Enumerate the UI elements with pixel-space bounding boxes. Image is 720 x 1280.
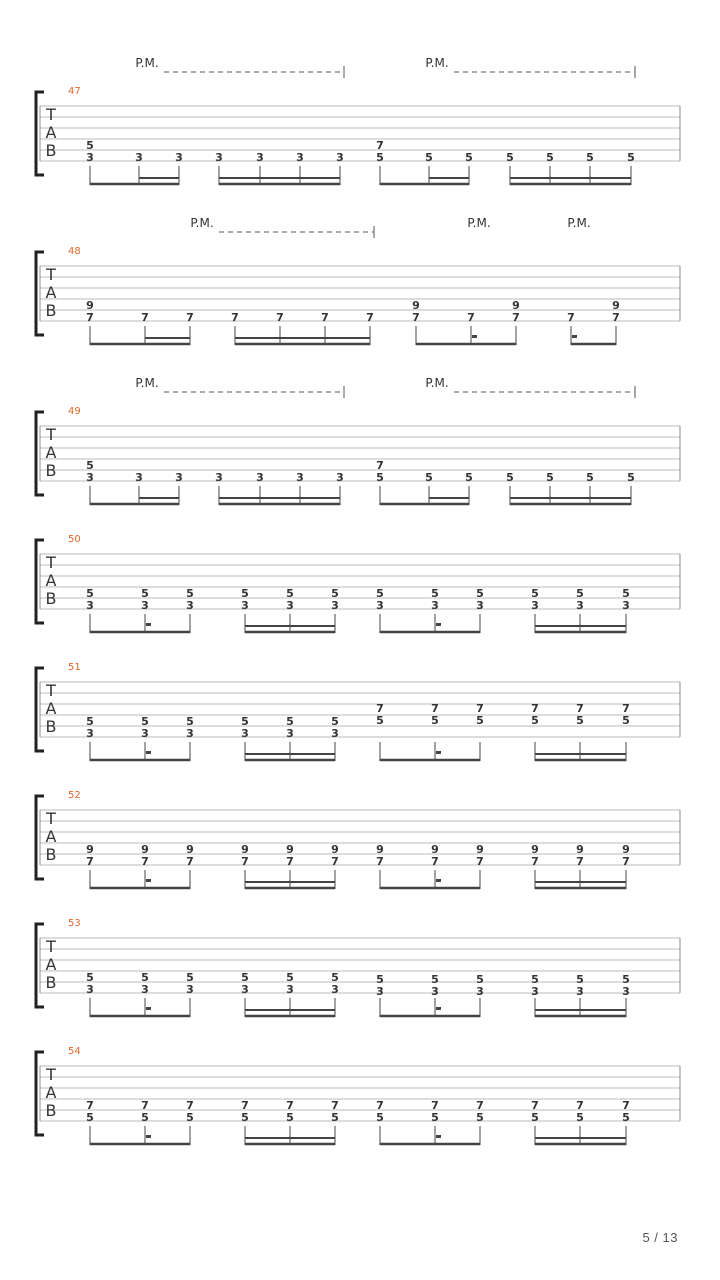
fret-number: 9 xyxy=(86,299,94,312)
fret-number: 5 xyxy=(431,587,439,600)
fret-number: 5 xyxy=(186,715,194,728)
fret-number: 7 xyxy=(622,855,630,868)
fret-number: 3 xyxy=(286,599,294,612)
fret-number: 5 xyxy=(286,971,294,984)
fret-number: 5 xyxy=(531,1111,539,1124)
fret-number: 5 xyxy=(627,471,635,484)
fret-number: 3 xyxy=(476,599,484,612)
rest-mark xyxy=(436,1135,441,1138)
fret-number: 3 xyxy=(241,599,249,612)
measure-53 xyxy=(36,924,680,1017)
fret-number: 7 xyxy=(276,311,284,324)
fret-number: 9 xyxy=(412,299,420,312)
fret-number: 5 xyxy=(506,151,514,164)
fret-number: 3 xyxy=(331,983,339,996)
fret-number: 5 xyxy=(627,151,635,164)
fret-number: 9 xyxy=(241,843,249,856)
fret-number: 7 xyxy=(576,855,584,868)
fret-number: 7 xyxy=(321,311,329,324)
fret-number: 5 xyxy=(286,1111,294,1124)
fret-number: 3 xyxy=(286,983,294,996)
fret-number: 9 xyxy=(512,299,520,312)
fret-number: 5 xyxy=(622,587,630,600)
fret-number: 3 xyxy=(141,727,149,740)
rest-mark xyxy=(146,879,151,882)
tab-clef-b: B xyxy=(45,973,57,992)
fret-number: 3 xyxy=(431,985,439,998)
fret-number: 7 xyxy=(376,702,384,715)
measure-number: 53 xyxy=(68,918,81,929)
fret-number: 5 xyxy=(331,715,339,728)
fret-number: 5 xyxy=(576,714,584,727)
fret-number: 5 xyxy=(186,587,194,600)
fret-number: 5 xyxy=(531,714,539,727)
palm-mute-label: P.M. xyxy=(135,376,159,390)
fret-number: 3 xyxy=(296,471,304,484)
measure-number: 51 xyxy=(68,662,81,673)
measure-number: 52 xyxy=(68,790,81,801)
fret-number: 3 xyxy=(86,151,94,164)
fret-number: 5 xyxy=(506,471,514,484)
fret-number: 3 xyxy=(431,599,439,612)
rest-mark xyxy=(572,335,577,338)
fret-number: 7 xyxy=(476,855,484,868)
fret-number: 7 xyxy=(141,1099,149,1112)
fret-number: 3 xyxy=(622,985,630,998)
tab-clef-b: B xyxy=(45,461,57,480)
fret-number: 5 xyxy=(141,971,149,984)
fret-number: 5 xyxy=(531,587,539,600)
fret-number: 5 xyxy=(141,715,149,728)
palm-mute-label: P.M. xyxy=(190,216,214,230)
fret-number: 3 xyxy=(175,151,183,164)
tab-clef-a: A xyxy=(45,955,57,974)
fret-number: 7 xyxy=(431,702,439,715)
rest-mark xyxy=(436,623,441,626)
fret-number: 7 xyxy=(567,311,575,324)
fret-number: 7 xyxy=(376,1099,384,1112)
fret-number: 5 xyxy=(531,973,539,986)
fret-number: 5 xyxy=(331,587,339,600)
fret-number: 7 xyxy=(186,1099,194,1112)
palm-mute-label: P.M. xyxy=(425,56,449,70)
fret-number: 5 xyxy=(286,715,294,728)
fret-number: 3 xyxy=(186,727,194,740)
fret-number: 3 xyxy=(256,471,264,484)
fret-number: 7 xyxy=(376,855,384,868)
measure-47 xyxy=(36,66,680,185)
fret-number: 7 xyxy=(376,459,384,472)
fret-number: 3 xyxy=(296,151,304,164)
fret-number: 5 xyxy=(425,151,433,164)
fret-number: 3 xyxy=(241,983,249,996)
rest-mark xyxy=(146,1135,151,1138)
fret-number: 3 xyxy=(622,599,630,612)
fret-number: 3 xyxy=(476,985,484,998)
rest-mark xyxy=(146,751,151,754)
fret-number: 7 xyxy=(241,855,249,868)
fret-number: 5 xyxy=(331,971,339,984)
fret-number: 7 xyxy=(431,1099,439,1112)
fret-number: 7 xyxy=(286,855,294,868)
fret-number: 5 xyxy=(86,971,94,984)
fret-number: 7 xyxy=(476,1099,484,1112)
fret-number: 7 xyxy=(141,311,149,324)
fret-number: 3 xyxy=(141,983,149,996)
measure-number: 48 xyxy=(68,246,81,257)
fret-number: 3 xyxy=(531,985,539,998)
fret-number: 5 xyxy=(331,1111,339,1124)
fret-number: 9 xyxy=(431,843,439,856)
fret-number: 9 xyxy=(622,843,630,856)
measure-number: 47 xyxy=(68,86,81,97)
fret-number: 3 xyxy=(336,151,344,164)
fret-number: 3 xyxy=(86,983,94,996)
tab-clef-t: T xyxy=(46,553,56,572)
measure-48 xyxy=(36,226,680,345)
fret-number: 9 xyxy=(86,843,94,856)
fret-number: 3 xyxy=(576,599,584,612)
fret-number: 7 xyxy=(576,702,584,715)
fret-number: 7 xyxy=(512,311,520,324)
measure-number: 49 xyxy=(68,406,81,417)
tab-clef-t: T xyxy=(46,1065,56,1084)
measure-49 xyxy=(36,386,680,505)
fret-number: 5 xyxy=(376,587,384,600)
fret-number: 7 xyxy=(86,855,94,868)
measure-number: 54 xyxy=(68,1046,81,1057)
fret-number: 3 xyxy=(376,599,384,612)
fret-number: 5 xyxy=(86,459,94,472)
rest-mark xyxy=(146,623,151,626)
fret-number: 7 xyxy=(576,1099,584,1112)
fret-number: 7 xyxy=(612,311,620,324)
tab-clef-b: B xyxy=(45,1101,57,1120)
fret-number: 5 xyxy=(576,973,584,986)
fret-number: 5 xyxy=(425,471,433,484)
fret-number: 7 xyxy=(286,1099,294,1112)
tab-clef-a: A xyxy=(45,283,57,302)
fret-number: 9 xyxy=(576,843,584,856)
fret-number: 9 xyxy=(476,843,484,856)
fret-number: 3 xyxy=(186,599,194,612)
fret-number: 5 xyxy=(241,715,249,728)
rest-mark xyxy=(146,1007,151,1010)
fret-number: 5 xyxy=(546,471,554,484)
fret-number: 7 xyxy=(467,311,475,324)
fret-number: 5 xyxy=(586,151,594,164)
fret-number: 7 xyxy=(476,702,484,715)
palm-mute-label: P.M. xyxy=(467,216,491,230)
fret-number: 5 xyxy=(431,973,439,986)
fret-number: 5 xyxy=(431,1111,439,1124)
fret-number: 5 xyxy=(376,1111,384,1124)
fret-number: 5 xyxy=(86,715,94,728)
fret-number: 5 xyxy=(476,1111,484,1124)
fret-number: 3 xyxy=(286,727,294,740)
tab-clef-t: T xyxy=(46,265,56,284)
fret-number: 7 xyxy=(431,855,439,868)
fret-number: 7 xyxy=(622,1099,630,1112)
fret-number: 7 xyxy=(622,702,630,715)
fret-number: 5 xyxy=(476,973,484,986)
fret-number: 9 xyxy=(376,843,384,856)
fret-number: 3 xyxy=(86,599,94,612)
fret-number: 3 xyxy=(135,471,143,484)
rest-mark xyxy=(436,1007,441,1010)
fret-number: 3 xyxy=(141,599,149,612)
fret-number: 3 xyxy=(215,151,223,164)
fret-number: 7 xyxy=(186,855,194,868)
tab-clef-b: B xyxy=(45,301,57,320)
fret-number: 9 xyxy=(286,843,294,856)
tab-clef-a: A xyxy=(45,699,57,718)
tab-clef-b: B xyxy=(45,589,57,608)
fret-number: 9 xyxy=(531,843,539,856)
tab-clef-t: T xyxy=(46,809,56,828)
fret-number: 7 xyxy=(331,1099,339,1112)
fret-number: 3 xyxy=(86,471,94,484)
fret-number: 7 xyxy=(186,311,194,324)
rest-mark xyxy=(436,751,441,754)
fret-number: 3 xyxy=(531,599,539,612)
fret-number: 5 xyxy=(186,971,194,984)
fret-number: 7 xyxy=(86,311,94,324)
tab-clef-a: A xyxy=(45,123,57,142)
fret-number: 3 xyxy=(241,727,249,740)
fret-number: 3 xyxy=(175,471,183,484)
fret-number: 3 xyxy=(336,471,344,484)
tab-clef-t: T xyxy=(46,681,56,700)
fret-number: 5 xyxy=(576,587,584,600)
fret-number: 5 xyxy=(141,1111,149,1124)
fret-number: 3 xyxy=(186,983,194,996)
fret-number: 5 xyxy=(586,471,594,484)
tab-clef-t: T xyxy=(46,937,56,956)
fret-number: 5 xyxy=(376,714,384,727)
fret-number: 9 xyxy=(186,843,194,856)
fret-number: 5 xyxy=(465,471,473,484)
page-number: 5 / 13 xyxy=(642,1230,678,1245)
fret-number: 5 xyxy=(476,587,484,600)
fret-number: 3 xyxy=(135,151,143,164)
fret-number: 7 xyxy=(241,1099,249,1112)
fret-number: 5 xyxy=(241,1111,249,1124)
tab-clef-a: A xyxy=(45,443,57,462)
palm-mute-label: P.M. xyxy=(567,216,591,230)
fret-number: 5 xyxy=(186,1111,194,1124)
fret-number: 5 xyxy=(376,471,384,484)
palm-mute-label: P.M. xyxy=(425,376,449,390)
fret-number: 3 xyxy=(331,599,339,612)
fret-number: 5 xyxy=(431,714,439,727)
fret-number: 5 xyxy=(141,587,149,600)
tab-clef-a: A xyxy=(45,827,57,846)
fret-number: 7 xyxy=(531,1099,539,1112)
fret-number: 5 xyxy=(622,1111,630,1124)
rest-mark xyxy=(472,335,477,338)
fret-number: 3 xyxy=(331,727,339,740)
tab-clef-a: A xyxy=(45,1083,57,1102)
fret-number: 5 xyxy=(622,714,630,727)
measure-number: 50 xyxy=(68,534,81,545)
fret-number: 5 xyxy=(576,1111,584,1124)
fret-number: 5 xyxy=(376,151,384,164)
fret-number: 9 xyxy=(612,299,620,312)
fret-number: 5 xyxy=(241,587,249,600)
fret-number: 5 xyxy=(622,973,630,986)
fret-number: 3 xyxy=(576,985,584,998)
fret-number: 5 xyxy=(86,587,94,600)
fret-number: 7 xyxy=(366,311,374,324)
fret-number: 7 xyxy=(231,311,239,324)
fret-number: 5 xyxy=(546,151,554,164)
fret-number: 5 xyxy=(86,139,94,152)
tab-clef-b: B xyxy=(45,845,57,864)
fret-number: 3 xyxy=(86,727,94,740)
fret-number: 5 xyxy=(86,1111,94,1124)
fret-number: 5 xyxy=(376,973,384,986)
fret-number: 7 xyxy=(86,1099,94,1112)
fret-number: 9 xyxy=(141,843,149,856)
tab-clef-b: B xyxy=(45,717,57,736)
palm-mute-label: P.M. xyxy=(135,56,159,70)
fret-number: 7 xyxy=(331,855,339,868)
fret-number: 5 xyxy=(286,587,294,600)
fret-number: 7 xyxy=(412,311,420,324)
tab-clef-b: B xyxy=(45,141,57,160)
fret-number: 7 xyxy=(531,855,539,868)
fret-number: 5 xyxy=(465,151,473,164)
rest-mark xyxy=(436,879,441,882)
fret-number: 5 xyxy=(241,971,249,984)
fret-number: 7 xyxy=(531,702,539,715)
tab-clef-t: T xyxy=(46,105,56,124)
tab-clef-a: A xyxy=(45,571,57,590)
fret-number: 5 xyxy=(476,714,484,727)
tab-clef-t: T xyxy=(46,425,56,444)
fret-number: 3 xyxy=(256,151,264,164)
fret-number: 9 xyxy=(331,843,339,856)
fret-number: 3 xyxy=(376,985,384,998)
fret-number: 7 xyxy=(376,139,384,152)
fret-number: 3 xyxy=(215,471,223,484)
fret-number: 7 xyxy=(141,855,149,868)
